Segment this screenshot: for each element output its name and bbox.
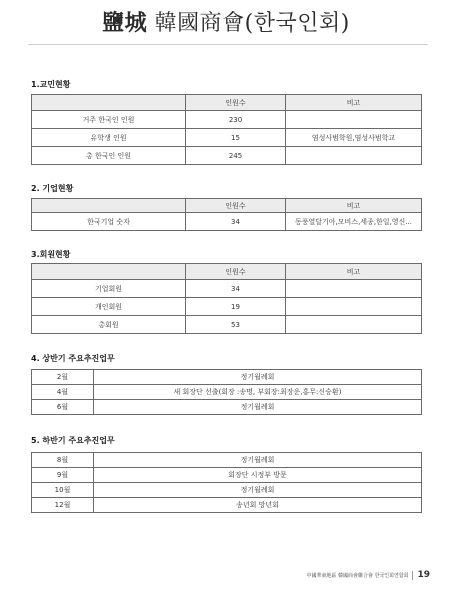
table-cell: 새 회장단 선출(회장 :송명, 부회장:최장운,홍무:신승환): [94, 385, 422, 400]
table-cell: 34: [186, 280, 286, 298]
table-cell: 230: [186, 111, 286, 129]
table-header-cell: [32, 199, 186, 213]
section-heading-first-half: 4. 상반기 주요추진업무: [31, 354, 115, 363]
page-footer: [306, 570, 430, 580]
table-header-row: [32, 199, 422, 213]
table-cell: 6월: [32, 400, 94, 415]
table-cell: [286, 280, 422, 298]
table-cell: 34: [186, 213, 286, 231]
section-heading-second-half: 5. 하반기 주요추진업무: [31, 436, 115, 445]
table-cell: 10월: [32, 483, 94, 498]
second-half-table: [31, 452, 422, 513]
members-table: [31, 263, 422, 334]
table-row: [32, 129, 422, 147]
table-cell: 53: [186, 316, 286, 334]
table-header-cell: 비고: [286, 95, 422, 111]
table-cell: 4월: [32, 385, 94, 400]
table-cell: 245: [186, 147, 286, 165]
table-cell: 송년회 망년회: [94, 498, 422, 513]
title-divider: [28, 44, 428, 45]
table-cell: 염성사범학원,염성사범학교: [286, 129, 422, 147]
table-row: [32, 483, 422, 498]
table-cell: 거주 한국인 인원: [32, 111, 186, 129]
table-cell: 개인회원: [32, 298, 186, 316]
title-bold: 鹽城: [102, 10, 148, 36]
table-header-cell: 인원수: [186, 95, 286, 111]
table-header-cell: 인원수: [186, 199, 286, 213]
table-cell: 기업회원: [32, 280, 186, 298]
footer-divider: [412, 571, 413, 580]
table-cell: 동풍열달기아,모비스,세종,한일,영신...: [286, 213, 422, 231]
table-row: [32, 400, 422, 415]
table-cell: 12월: [32, 498, 94, 513]
table-row: [32, 213, 422, 231]
table-row: [32, 298, 422, 316]
table-header-cell: 인원수: [186, 264, 286, 280]
page-number: 19: [417, 570, 430, 580]
residents-table: [31, 94, 422, 165]
table-cell: 2월: [32, 370, 94, 385]
table-row: [32, 468, 422, 483]
table-header-cell: 비고: [286, 264, 422, 280]
table-cell: 총회원: [32, 316, 186, 334]
table-cell: [286, 298, 422, 316]
table-cell: 9월: [32, 468, 94, 483]
table-header-cell: [32, 264, 186, 280]
table-row: [32, 453, 422, 468]
page-title: [0, 6, 452, 37]
table-cell: 19: [186, 298, 286, 316]
table-row: [32, 280, 422, 298]
footer-text: 中國華東地區 韓國商會聯合會 한국인회연합회: [306, 572, 409, 579]
table-cell: [286, 316, 422, 334]
section-heading-residents: 1.교민현황: [31, 80, 71, 89]
table-row: [32, 316, 422, 334]
table-row: [32, 111, 422, 129]
table-cell: 유학생 인원: [32, 129, 186, 147]
table-cell: 회장단 시정부 방문: [94, 468, 422, 483]
table-row: [32, 498, 422, 513]
table-cell: [286, 111, 422, 129]
table-cell: 정기월례회: [94, 400, 422, 415]
table-cell: 정기월례회: [94, 483, 422, 498]
table-header-cell: 비고: [286, 199, 422, 213]
table-header-cell: [32, 95, 186, 111]
first-half-table: [31, 369, 422, 415]
section-heading-companies: 2. 기업현황: [31, 184, 74, 193]
table-cell: [286, 147, 422, 165]
section-heading-members: 3.회원현황: [31, 250, 71, 259]
table-row: [32, 147, 422, 165]
table-cell: 한국기업 숫자: [32, 213, 186, 231]
table-row: [32, 385, 422, 400]
title-rest: 韓國商會(한국인회): [147, 11, 350, 36]
table-cell: 정기월례회: [94, 370, 422, 385]
table-cell: 8월: [32, 453, 94, 468]
table-cell: 15: [186, 129, 286, 147]
companies-table: [31, 198, 422, 231]
table-cell: 정기월례회: [94, 453, 422, 468]
table-header-row: [32, 264, 422, 280]
table-header-row: [32, 95, 422, 111]
table-row: [32, 370, 422, 385]
table-cell: 총 한국인 인원: [32, 147, 186, 165]
